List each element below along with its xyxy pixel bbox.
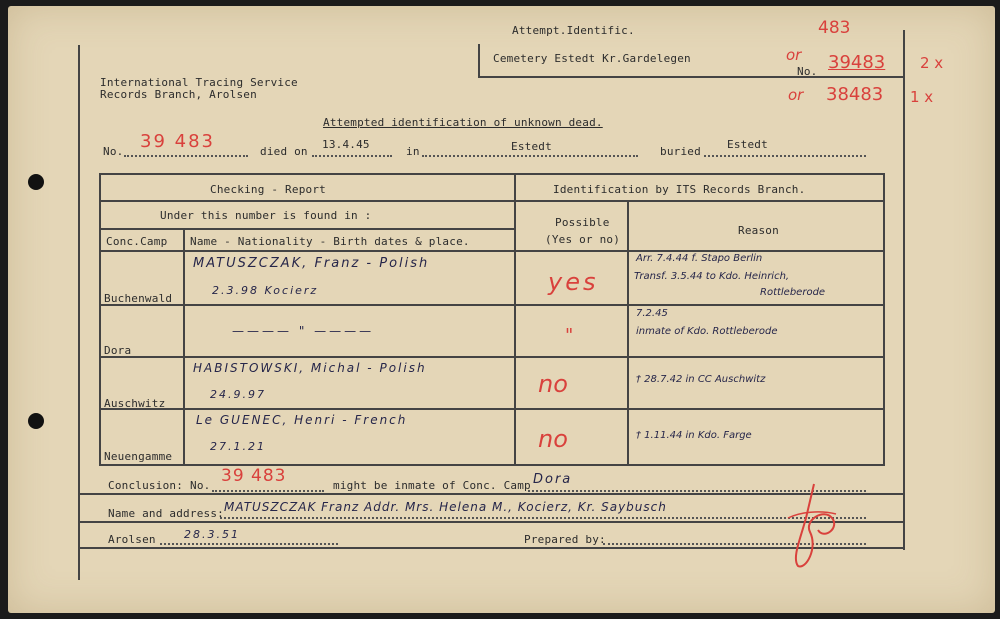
header-no-label: No. [797, 65, 818, 78]
col-reason-header: Reason [738, 224, 779, 237]
row-birth: 24.9.97 [210, 388, 266, 401]
name-address-value: MATUSZCZAK Franz Addr. Mrs. Helena M., Kocierz, Kr. Saybusch [224, 500, 667, 514]
alt-number: 38483 [826, 84, 884, 105]
table-divider [627, 200, 629, 464]
dotted-line [160, 543, 338, 545]
row-camp: Buchenwald [104, 292, 173, 305]
in-label: in [406, 145, 420, 158]
conclusion-no-value: 39 483 [221, 466, 287, 486]
buried-label: buried [660, 145, 701, 158]
row-birth: 2.3.98 Kocierz [212, 284, 319, 297]
table-rule [99, 200, 883, 202]
dotted-line [220, 517, 866, 519]
conclusion-camp-value: Dora [533, 472, 573, 487]
row-name: HABISTOWSKI, Michal - Polish [193, 361, 427, 375]
row-name: ———— " ———— [232, 324, 375, 338]
multiplier-2: 1 x [910, 88, 934, 106]
conclusion-label: Conclusion: [108, 479, 184, 492]
place-label: Arolsen [108, 533, 156, 546]
row-camp: Dora [104, 344, 132, 357]
form-title: Attempted identification of unknown dead. [323, 116, 603, 129]
dotted-line [704, 155, 866, 157]
row-possible: no [538, 370, 568, 398]
row-reason-3: Rottleberode [760, 287, 826, 298]
conclusion-mid-text: might be inmate of Conc. Camp [333, 479, 531, 492]
checking-header: Checking - Report [210, 183, 326, 196]
row-camp: Auschwitz [104, 397, 166, 410]
prepared-by-label: Prepared by: [524, 533, 606, 546]
right-rule [903, 30, 905, 550]
row-possible: " [565, 325, 574, 346]
cemetery-label: Cemetery Estedt Kr.Gardelegen [493, 52, 691, 65]
table-rule [99, 408, 883, 410]
row-reason-2: Transf. 3.5.44 to Kdo. Heinrich, [634, 271, 790, 282]
row-name: MATUSZCZAK, Franz - Polish [193, 256, 430, 271]
left-rule [78, 45, 80, 580]
date-value: 28.3.51 [184, 528, 240, 541]
record-no-value: 39 483 [140, 131, 215, 152]
top-number: 483 [818, 18, 851, 38]
table-rule [99, 304, 883, 306]
col-possible-header: Possible [555, 216, 610, 229]
row-possible: yes [548, 268, 599, 296]
dotted-line [212, 490, 324, 492]
name-address-label: Name and address: [108, 507, 224, 520]
row-possible: no [538, 425, 568, 453]
dotted-line [124, 155, 248, 157]
org-line-1: International Tracing Service [100, 76, 298, 89]
row-name: Le GUENEC, Henri - French [196, 413, 408, 427]
row-reason-1: † 1.11.44 in Kdo. Farge [636, 430, 752, 441]
col-name-header: Name - Nationality - Birth dates & place. [190, 235, 470, 248]
row-reason-1: 7.2.45 [636, 308, 668, 319]
row-reason-1: Arr. 7.4.44 f. Stapo Berlin [636, 253, 763, 264]
row-camp: Neuengamme [104, 450, 173, 463]
header-no-value: 39483 [828, 52, 886, 73]
multiplier-1: 2 x [920, 54, 944, 72]
row-reason-2: inmate of Kdo. Rottleberode [636, 326, 778, 337]
punch-hole [28, 174, 44, 190]
dotted-line [312, 155, 392, 157]
ident-header: Identification by ITS Records Branch. [553, 183, 806, 196]
table-rule [99, 250, 883, 252]
org-line-2: Records Branch, Arolsen [100, 88, 257, 101]
table-divider [514, 173, 516, 464]
header-box-bottom [478, 76, 904, 78]
col-camp-header: Conc.Camp [106, 235, 168, 248]
attempt-label: Attempt.Identific. [512, 24, 635, 37]
row-reason-1: † 28.7.42 in CC Auschwitz [636, 374, 766, 385]
dotted-line [422, 155, 638, 157]
col-yesno-header: (Yes or no) [545, 233, 621, 246]
died-label: died on [260, 145, 308, 158]
signature-mark [780, 478, 850, 570]
or-mark-2: or [788, 86, 804, 104]
table-divider [183, 228, 185, 464]
row-birth: 27.1.21 [210, 440, 266, 453]
header-box-left [478, 44, 480, 76]
died-value: 13.4.45 [322, 138, 370, 151]
in-value: Estedt [511, 140, 552, 153]
record-no-label: No. [103, 145, 124, 158]
punch-hole [28, 413, 44, 429]
conclusion-no-label: No. [190, 479, 211, 492]
table-rule [99, 356, 883, 358]
under-number-label: Under this number is found in : [160, 209, 372, 222]
table-rule [99, 228, 515, 230]
or-mark-1: or [786, 46, 802, 64]
buried-value: Estedt [727, 138, 768, 151]
